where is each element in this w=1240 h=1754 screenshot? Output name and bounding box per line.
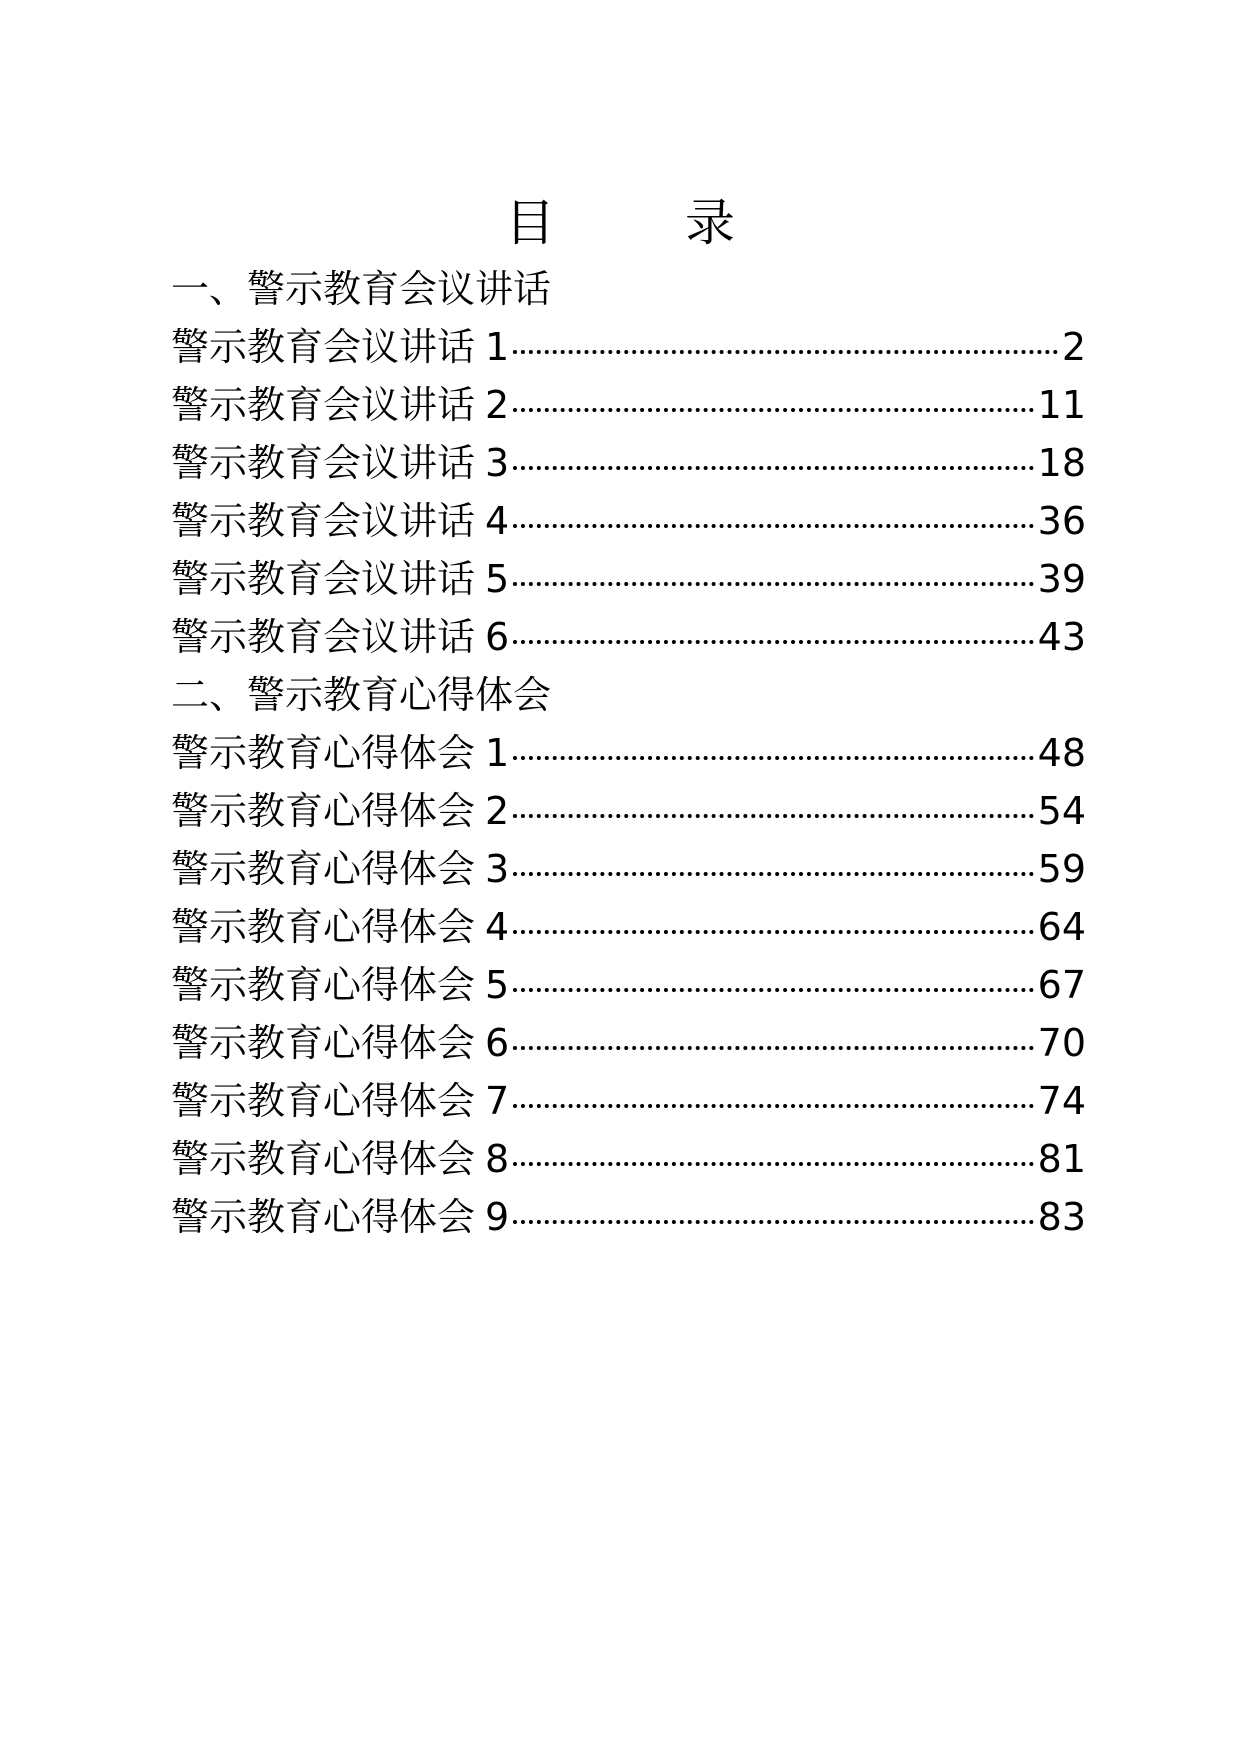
entry-page-number: 48 [1037,731,1086,775]
entry-page-number: 39 [1037,557,1086,601]
entry-number: 4 [485,905,510,949]
entry-label: 警示教育心得体会 [171,963,476,1007]
entry-label: 警示教育心得体会 [171,731,476,775]
toc-entry[interactable] [171,724,1086,782]
entry-number: 1 [485,731,510,775]
entry-page-number: 83 [1037,1195,1086,1239]
dot-leader [513,524,1033,528]
dot-leader [513,466,1033,470]
toc-entry[interactable] [171,1188,1086,1246]
entry-page-number: 54 [1037,789,1086,833]
toc-entry[interactable] [171,956,1086,1014]
dot-leader [513,350,1058,354]
toc-entry[interactable] [171,492,1086,550]
entry-label: 警示教育心得体会 [171,847,476,891]
entry-number: 3 [485,441,510,485]
entry-page-number: 11 [1037,383,1086,427]
toc-entry[interactable] [171,782,1086,840]
toc-entry[interactable] [171,318,1086,376]
toc-entry[interactable] [171,898,1086,956]
entry-number: 3 [485,847,510,891]
dot-leader [513,872,1033,876]
entry-page-number: 74 [1037,1079,1086,1123]
dot-leader [513,756,1033,760]
dot-leader [513,640,1033,644]
entry-page-number: 64 [1037,905,1086,949]
entry-label: 警示教育会议讲话 [171,441,476,485]
entry-number: 1 [485,325,510,369]
entry-number: 7 [485,1079,510,1123]
dot-leader [513,988,1033,992]
section-heading: 二、警示教育心得体会 [171,673,552,717]
entry-page-number: 67 [1037,963,1086,1007]
entry-label: 警示教育心得体会 [171,789,476,833]
entry-number: 5 [485,963,510,1007]
entry-number: 6 [485,615,510,659]
toc-entry[interactable] [171,376,1086,434]
entry-number: 5 [485,557,510,601]
entry-label: 警示教育会议讲话 [171,499,476,543]
entry-label: 警示教育会议讲话 [171,615,476,659]
entry-number: 6 [485,1021,510,1065]
toc-entry[interactable] [171,840,1086,898]
entry-number: 4 [485,499,510,543]
dot-leader [513,1104,1033,1108]
dot-leader [513,1220,1033,1224]
entry-page-number: 43 [1037,615,1086,659]
entry-label: 警示教育心得体会 [171,905,476,949]
toc-entry[interactable] [171,1130,1086,1188]
entry-page-number: 81 [1037,1137,1086,1181]
entry-label: 警示教育会议讲话 [171,325,476,369]
entry-number: 2 [485,789,510,833]
table-of-contents [171,260,1086,1246]
toc-entry[interactable] [171,550,1086,608]
toc-entry[interactable] [171,434,1086,492]
entry-label: 警示教育心得体会 [171,1137,476,1181]
dot-leader [513,408,1033,412]
dot-leader [513,582,1033,586]
entry-page-number: 2 [1061,325,1086,369]
entry-label: 警示教育会议讲话 [171,557,476,601]
toc-entry[interactable] [171,1014,1086,1072]
toc-title: 目 录 [505,194,775,252]
section-heading: 一、警示教育会议讲话 [171,267,552,311]
entry-number: 2 [485,383,510,427]
entry-page-number: 59 [1037,847,1086,891]
entry-label: 警示教育心得体会 [171,1079,476,1123]
entry-page-number: 18 [1037,441,1086,485]
entry-page-number: 70 [1037,1021,1086,1065]
dot-leader [513,1046,1033,1050]
entry-label: 警示教育心得体会 [171,1021,476,1065]
entry-label: 警示教育会议讲话 [171,383,476,427]
entry-label: 警示教育心得体会 [171,1195,476,1239]
dot-leader [513,814,1033,818]
toc-entry[interactable] [171,608,1086,666]
entry-number: 9 [485,1195,510,1239]
toc-entry[interactable] [171,1072,1086,1130]
dot-leader [513,930,1033,934]
entry-number: 8 [485,1137,510,1181]
entry-page-number: 36 [1037,499,1086,543]
dot-leader [513,1162,1033,1166]
